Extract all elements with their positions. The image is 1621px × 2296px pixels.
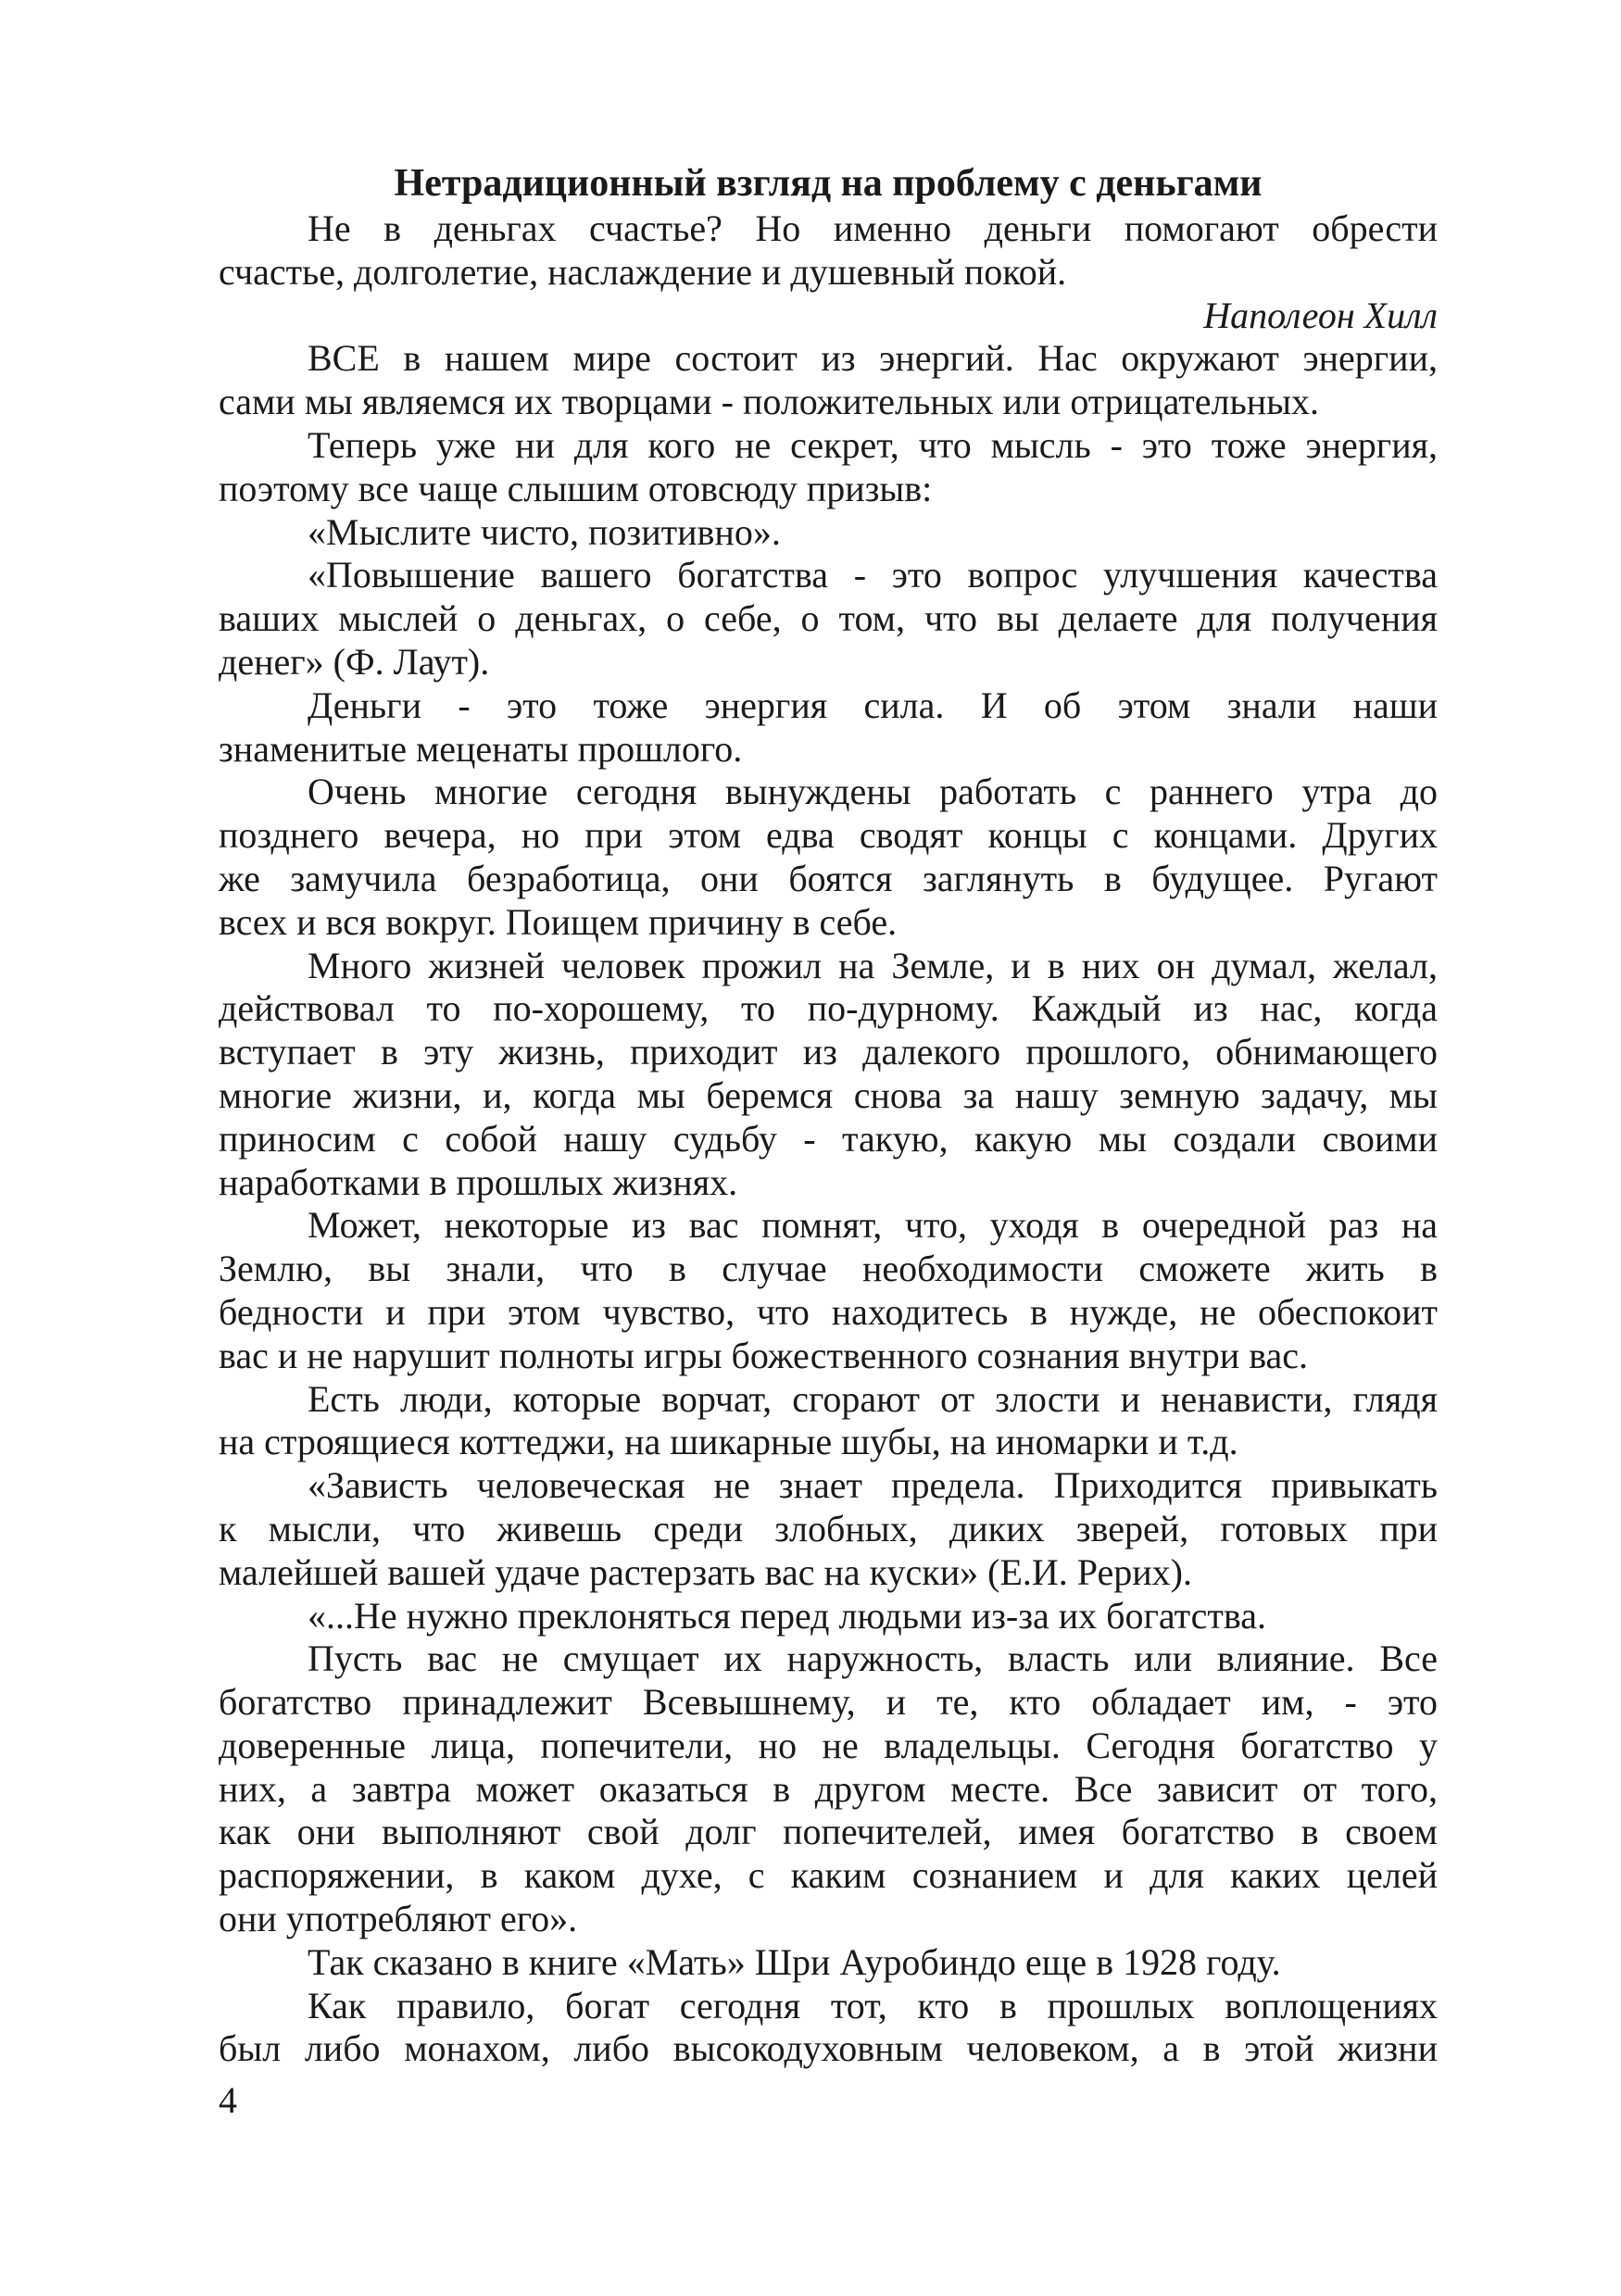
text-line: «Зависть человеческая не знает предела. Приходится привыкать — [308, 1464, 1438, 1507]
page-number: 4 — [219, 2079, 237, 2121]
text-line: «Мыслите чисто, позитивно». — [308, 510, 781, 553]
text-line: наработками в прошлых жизнях. — [219, 1161, 738, 1203]
text-line: многие жизни, и, когда мы беремся снова за нашу земную задачу, мы — [219, 1073, 1438, 1116]
text-line: «Повышение вашего богатства - это вопрос улучшения качества — [308, 554, 1438, 596]
text-line: действовал то по-хорошему, то по-дурному. Каждый из нас, когда — [219, 987, 1438, 1030]
text-line: доверенные лица, попечители, но не владельцы. Сегодня богатство у — [219, 1724, 1438, 1766]
text-line: ваших мыслей о деньгах, о себе, о том, что вы делаете для получения — [219, 597, 1438, 640]
text-line: денег» (Ф. Лаут). — [219, 640, 490, 683]
epigraph-author: Наполеон Хилл — [1203, 294, 1438, 336]
text-line: вас и не нарушит полноты игры божественного сознания внутри вас. — [219, 1334, 1309, 1376]
text-line: бедности и при этом чувство, что находитесь в нужде, не обеспокоит — [219, 1290, 1438, 1333]
text-line: к мысли, что живешь среди злобных, диких зверей, готовых при — [219, 1507, 1438, 1549]
text-line: они употребляют его». — [219, 1898, 578, 1940]
text-line: Очень многие сегодня вынуждены работать с раннего утра до — [308, 771, 1438, 813]
text-line: знаменитые меценаты прошлого. — [219, 727, 743, 770]
text-line: Как правило, богат сегодня тот, кто в прошлых воплощениях — [308, 1984, 1438, 2026]
chapter-title: Нетрадиционный взгляд на проблему с деньгами — [394, 162, 1263, 205]
text-line: Может, некоторые из вас помнят, что, уходя в очередной раз на — [308, 1204, 1438, 1247]
text-line: же замучила безработица, они боятся заглянуть в будущее. Ругают — [219, 857, 1438, 899]
text-line: Не в деньгах счастье? Но именно деньги помогают обрести — [308, 207, 1438, 249]
text-line: счастье, долголетие, наслаждение и душевный покой. — [219, 250, 1067, 293]
text-line: был либо монахом, либо высокодуховным человеком, а в этой жизни — [219, 2027, 1438, 2070]
text-line: на строящиеся коттеджи, на шикарные шубы, на иномарки и т.д. — [219, 1421, 1238, 1463]
text-line: богатство принадлежит Всевышнему, и те, кто обладает им, - это — [219, 1681, 1438, 1724]
text-line: сами мы являемся их творцами - положительных или отрицательных. — [219, 381, 1320, 423]
text-line: приносим с собой нашу судьбу - такую, какую мы создали своими — [219, 1117, 1438, 1160]
text-line: всех и вся вокруг. Поищем причину в себе. — [219, 900, 898, 943]
text-line: Так сказано в книге «Мать» Шри Ауробиндо еще в 1928 году. — [308, 1940, 1281, 1983]
text-line: вступает в эту жизнь, приходит из далекого прошлого, обнимающего — [219, 1031, 1438, 1073]
text-line: ВСЕ в нашем мире состоит из энергий. Нас окружают энергии, — [308, 337, 1438, 380]
text-line: распоряжении, в каком духе, с каким сознанием и для каких целей — [219, 1854, 1438, 1897]
text-line: них, а завтра может оказаться в другом месте. Все зависит от того, — [219, 1767, 1438, 1810]
text-line: как они выполняют свой долг попечителей, имея богатство в своем — [219, 1811, 1438, 1853]
text-line: Теперь уже ни для кого не секрет, что мысль - это тоже энергия, — [308, 423, 1438, 466]
text-line: позднего вечера, но при этом едва сводят концы с концами. Других — [219, 814, 1438, 857]
text-line: Деньги - это тоже энергия сила. И об этом знали наши — [308, 684, 1438, 726]
text-line: Есть люди, которые ворчат, сгорают от злости и ненависти, глядя — [308, 1377, 1438, 1420]
body-lines — [219, 207, 1438, 2071]
text-line: Землю, вы знали, что в случае необходимости сможете жить в — [219, 1248, 1438, 1290]
text-line: поэтому все чаще слышим отовсюду призыв: — [219, 467, 933, 509]
page-text — [219, 159, 1438, 2071]
text-line: Много жизней человек прожил на Земле, и в них он думал, желал, — [308, 944, 1438, 986]
text-line: Пусть вас не смущает их наружность, власть или влияние. Все — [308, 1637, 1438, 1680]
text-line: малейшей вашей удаче растерзать вас на куски» (Е.И. Рерих). — [219, 1550, 1192, 1593]
text-line: «...Не нужно преклоняться перед людьми из-за их богатства. — [308, 1594, 1266, 1637]
